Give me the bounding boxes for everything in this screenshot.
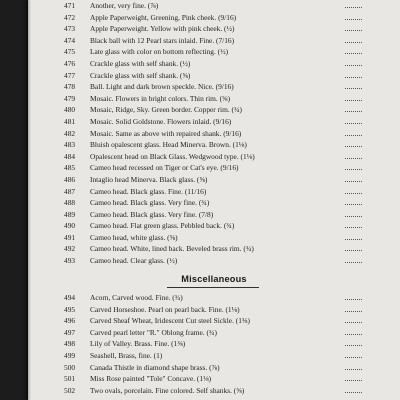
list-item xyxy=(28,362,400,374)
price-blank-line xyxy=(345,204,362,205)
entry-number: 474 xyxy=(64,35,76,45)
entry-description: Two ovals, porcelain. Fine colored. Self shanks. (⅝) xyxy=(90,385,245,395)
entry-number: 478 xyxy=(64,82,76,92)
entry-description: Cameo head recessed on Tiger or Cat's eye. (9/16) xyxy=(90,163,239,173)
entry-number: 495 xyxy=(64,304,76,314)
entry-number: 496 xyxy=(64,316,76,326)
price-blank-line xyxy=(345,111,362,112)
price-blank-line xyxy=(345,193,362,194)
entry-number: 482 xyxy=(64,128,76,138)
entry-description: Cameo head. Black glass. Fine. (11/16) xyxy=(90,186,207,196)
entry-description: Black ball with 12 Pearl stars inlaid. Fine. (7/16) xyxy=(90,35,235,45)
list-item xyxy=(28,174,400,186)
entry-number: 491 xyxy=(64,232,76,242)
price-blank-line xyxy=(345,369,362,370)
list-item xyxy=(28,373,400,385)
price-blank-line xyxy=(345,334,362,335)
price-blank-line xyxy=(345,250,362,251)
list-item xyxy=(28,186,400,198)
entry-number: 473 xyxy=(64,24,76,34)
list-item xyxy=(28,46,400,58)
price-blank-line xyxy=(345,227,362,228)
price-blank-line xyxy=(345,345,362,346)
price-blank-line xyxy=(345,262,362,263)
entry-number: 488 xyxy=(64,198,76,208)
entry-number: 498 xyxy=(64,339,76,349)
entry-number: 484 xyxy=(64,151,76,161)
entry-description: Cameo head. White, lined back. Beveled brass rim. (¾) xyxy=(90,244,254,254)
list-item xyxy=(28,304,400,316)
entry-description: Mosaic. Solid Goldstone. Flowers inlaid. (9/16) xyxy=(90,116,232,126)
price-blank-line xyxy=(345,239,362,240)
list-item xyxy=(28,350,400,362)
entry-number: 486 xyxy=(64,174,76,184)
entry-number: 497 xyxy=(64,327,76,337)
entry-description: Mosaic. Flowers in bright colors. Thin rim. (⅝) xyxy=(90,93,231,103)
list-item xyxy=(28,81,400,93)
list-item xyxy=(28,255,400,267)
price-blank-line xyxy=(345,216,362,217)
entry-number: 479 xyxy=(64,93,76,103)
price-blank-line xyxy=(345,357,362,358)
misc-entry-list xyxy=(28,292,400,396)
entry-number: 471 xyxy=(64,1,76,10)
entry-description: Bluish opalescent glass. Head Minerva. Brown. (1⅛) xyxy=(90,140,247,150)
price-blank-line xyxy=(345,88,362,89)
price-blank-line xyxy=(345,158,362,159)
entry-description: Cameo head, white glass. (⅝) xyxy=(90,232,178,242)
entry-number: 472 xyxy=(64,12,76,22)
entry-number: 475 xyxy=(64,47,76,57)
list-item xyxy=(28,35,400,47)
entry-list xyxy=(28,0,400,267)
entry-number: 502 xyxy=(64,385,76,395)
list-item xyxy=(28,104,400,116)
price-blank-line xyxy=(345,299,362,300)
entry-description: Apple Paperweight. Yellow with pink cheek. (½) xyxy=(90,24,235,34)
list-item xyxy=(28,23,400,35)
list-item xyxy=(28,162,400,174)
entry-number: 480 xyxy=(64,105,76,115)
entry-number: 485 xyxy=(64,163,76,173)
price-blank-line xyxy=(345,19,362,20)
price-blank-line xyxy=(345,392,362,393)
list-item xyxy=(28,128,400,140)
entry-description: Lily of Valley. Brass. Fine. (1⅜) xyxy=(90,339,186,349)
list-item xyxy=(28,327,400,339)
entry-description: Crackle glass with self shank. (½) xyxy=(90,58,191,68)
entry-number: 477 xyxy=(64,70,76,80)
entry-description: Miss Rose painted "Tole" Concave. (1⅛) xyxy=(90,374,212,384)
entry-description: Acorn, Carved wood. Fine. (¾) xyxy=(90,293,183,302)
list-item xyxy=(28,93,400,105)
entry-number: 490 xyxy=(64,221,76,231)
entry-description: Apple Paperweight, Greening, Pink cheek. (9/16) xyxy=(90,12,237,22)
price-blank-line xyxy=(345,380,362,381)
list-item xyxy=(28,292,400,304)
list-item xyxy=(28,209,400,221)
price-blank-line xyxy=(345,100,362,101)
entry-description: Opalescent head on Black Glass. Wedgwood type. (1⅛) xyxy=(90,151,255,161)
list-item xyxy=(28,220,400,232)
section-heading: Miscellaneous xyxy=(181,274,247,284)
entry-number: 494 xyxy=(64,293,76,302)
price-blank-line xyxy=(345,123,362,124)
entry-number: 489 xyxy=(64,209,76,219)
list-item xyxy=(28,116,400,128)
price-blank-line xyxy=(345,30,362,31)
price-blank-line xyxy=(345,7,362,8)
price-blank-line xyxy=(345,181,362,182)
entry-description: Carved pearl letter "R." Oblong frame. (¾) xyxy=(90,327,217,337)
list-item xyxy=(28,58,400,70)
catalog-page xyxy=(28,0,400,400)
price-blank-line xyxy=(345,65,362,66)
entry-number: 500 xyxy=(64,362,76,372)
list-item xyxy=(28,197,400,209)
list-item xyxy=(28,338,400,350)
list-item xyxy=(28,385,400,397)
entry-number: 481 xyxy=(64,116,76,126)
price-blank-line xyxy=(345,135,362,136)
list-item xyxy=(28,151,400,163)
entry-description: Crackle glass with self shank. (⅝) xyxy=(90,70,191,80)
entry-description: Cameo head. Black glass. Very fine. (¾) xyxy=(90,198,210,208)
entry-number: 487 xyxy=(64,186,76,196)
entry-number: 483 xyxy=(64,140,76,150)
price-blank-line xyxy=(345,77,362,78)
entry-description: Carved Horseshoe. Pearl on pearl back. Fine. (1⅛) xyxy=(90,304,240,314)
entry-description: Ball. Light and dark brown speckle. Nice. (9/16) xyxy=(90,82,234,92)
price-blank-line xyxy=(345,322,362,323)
entry-number: 476 xyxy=(64,58,76,68)
list-item xyxy=(28,232,400,244)
price-blank-line xyxy=(345,169,362,170)
entry-description: Cameo head. Clear glass. (½) xyxy=(90,256,178,266)
entry-description: Carved Sheaf Wheat, Iridescent Cut steel Sickle. (1⅜) xyxy=(90,316,250,326)
list-item xyxy=(28,0,400,12)
price-blank-line xyxy=(345,146,362,147)
entry-description: Mosaic, Ridge, Sky. Green border. Copper rim. (¾) xyxy=(90,105,243,115)
price-blank-line xyxy=(345,42,362,43)
entry-description: Intaglio head Minerva. Black glass. (⅝) xyxy=(90,174,208,184)
entry-description: Seashell, Brass, fine. (1) xyxy=(90,350,163,360)
entry-description: Another, very fine. (⅞) xyxy=(90,1,159,10)
price-blank-line xyxy=(345,53,362,54)
entry-description: Late glass with color on bottom reflecting. (½) xyxy=(90,47,229,57)
entry-description: Cameo head. Black glass. Very fine. (7/8) xyxy=(90,209,214,219)
list-item xyxy=(28,139,400,151)
entry-description: Cameo head. Flat green glass. Pebbled back. (¾) xyxy=(90,221,235,231)
entry-number: 501 xyxy=(64,374,76,384)
list-item xyxy=(28,12,400,24)
price-blank-line xyxy=(345,311,362,312)
list-item xyxy=(28,70,400,82)
list-item xyxy=(28,243,400,255)
list-item xyxy=(28,315,400,327)
entry-number: 499 xyxy=(64,350,76,360)
entry-description: Mosaic. Same as above with repaired shank. (9/16) xyxy=(90,128,242,138)
entry-number: 493 xyxy=(64,256,76,266)
entry-number: 492 xyxy=(64,244,76,254)
entry-description: Canada Thistle in diamond shape brass. (⅞) xyxy=(90,362,220,372)
section-underline xyxy=(167,287,259,288)
